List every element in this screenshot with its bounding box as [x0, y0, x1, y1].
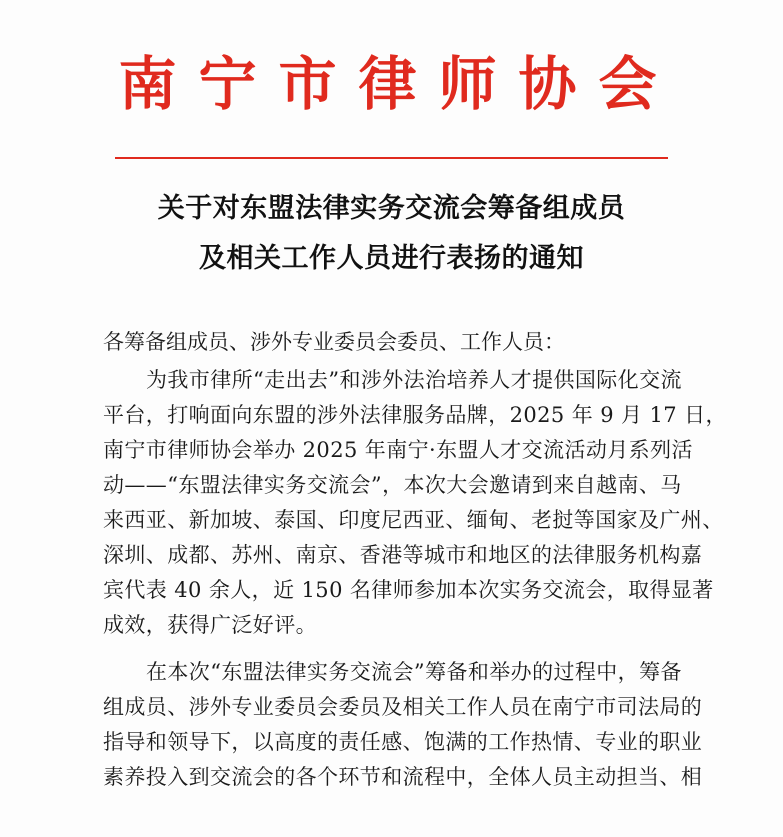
document-title-line-1: 关于对东盟法律实务交流会筹备组成员 — [157, 193, 626, 224]
paragraph-2-line-3: 指导和领导下，以高度的责任感、饱满的工作热情、专业的职业 — [103, 730, 703, 754]
letterhead-red-rule — [115, 157, 668, 159]
paragraph-1-line-1: 为我市律所“走出去”和涉外法治培养人才提供国际化交流 — [146, 368, 682, 392]
paragraph-1-line-6: 深圳、成都、苏州、南京、香港等城市和地区的法律服务机构嘉 — [103, 543, 703, 567]
paragraph-2-line-2: 组成员、涉外专业委员会委员及相关工作人员在南宁市司法局的 — [103, 695, 703, 719]
paragraph-1-line-5: 来西亚、新加坡、泰国、印度尼西亚、缅甸、老挝等国家及广州、 — [103, 508, 724, 532]
document-title-line-2: 及相关工作人员进行表扬的通知 — [199, 243, 584, 274]
paragraph-1-line-3: 南宁市律师协会举办 2025 年南宁·东盟人才交流活动月系列活 — [103, 438, 693, 462]
paragraph-2-line-4: 素养投入到交流会的各个环节和流程中，全体人员主动担当、相 — [103, 765, 703, 789]
paragraph-1-line-7: 宾代表 40 余人，近 150 名律师参加本次实务交流会，取得显著 — [103, 578, 714, 602]
salutation: 各筹备组成员、涉外专业委员会委员、工作人员： — [103, 330, 565, 354]
paragraph-1-line-8: 成效，获得广泛好评。 — [103, 613, 317, 637]
paragraph-2-line-1: 在本次“东盟法律实务交流会”筹备和举办的过程中，筹备 — [146, 660, 682, 684]
paragraph-1-line-4: 动——“东盟法律实务交流会”，本次大会邀请到来自越南、马 — [103, 473, 682, 497]
paragraph-1-line-2: 平台，打响面向东盟的涉外法律服务品牌，2025 年 9 月 17 日， — [103, 403, 727, 427]
organization-letterhead: 南宁市律师协会 — [118, 50, 679, 118]
